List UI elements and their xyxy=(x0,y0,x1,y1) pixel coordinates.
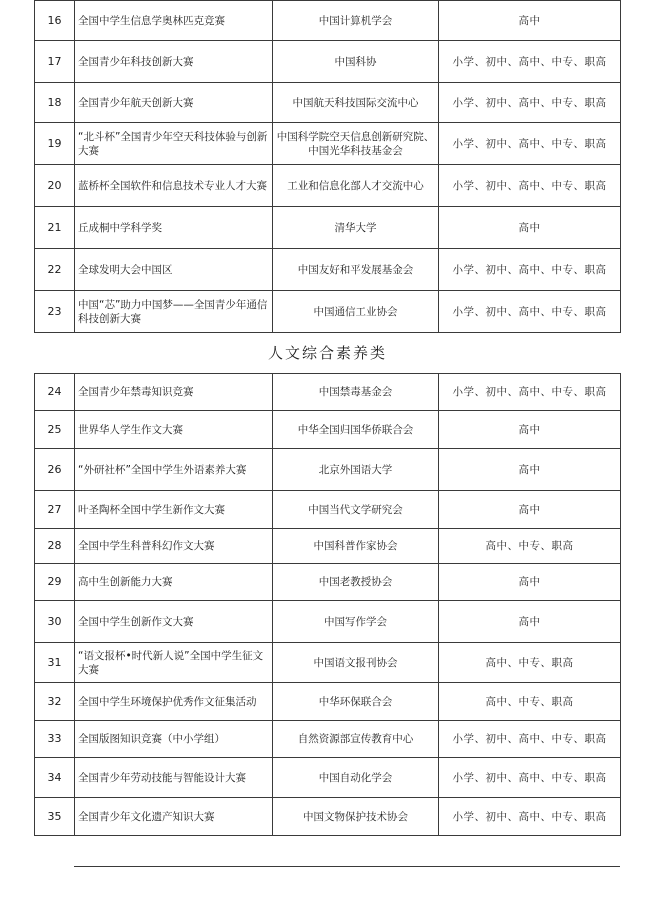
row-number: 19 xyxy=(35,123,75,165)
organizer-name: 清华大学 xyxy=(273,207,439,249)
eligible-levels: 小学、初中、高中、中专、职高 xyxy=(439,798,621,836)
table-row xyxy=(35,449,621,491)
competition-name: “外研社杯”全国中学生外语素养大赛 xyxy=(75,449,273,491)
organizer-name: 中华环保联合会 xyxy=(273,683,439,721)
row-number: 22 xyxy=(35,249,75,291)
row-number: 18 xyxy=(35,83,75,123)
organizer-name: 中国老教授协会 xyxy=(273,564,439,601)
eligible-levels: 高中 xyxy=(439,491,621,529)
competition-name: 全国青少年航天创新大赛 xyxy=(75,83,273,123)
eligible-levels: 高中、中专、职高 xyxy=(439,529,621,564)
eligible-levels: 小学、初中、高中、中专、职高 xyxy=(439,123,621,165)
competition-table xyxy=(34,0,621,836)
competition-name: 全国青少年科技创新大赛 xyxy=(75,41,273,83)
table-row xyxy=(35,564,621,601)
organizer-name: 中国通信工业协会 xyxy=(273,291,439,333)
section-header-group xyxy=(35,333,621,374)
competition-name: 全国中学生信息学奥林匹克竞赛 xyxy=(75,1,273,41)
competition-name: 高中生创新能力大赛 xyxy=(75,564,273,601)
eligible-levels: 高中 xyxy=(439,564,621,601)
eligible-levels: 高中 xyxy=(439,449,621,491)
organizer-name: 自然资源部宣传教育中心 xyxy=(273,721,439,758)
row-number: 23 xyxy=(35,291,75,333)
competition-name: 全国中学生环境保护优秀作文征集活动 xyxy=(75,683,273,721)
section-header-row xyxy=(35,333,621,374)
row-number: 32 xyxy=(35,683,75,721)
eligible-levels: 小学、初中、高中、中专、职高 xyxy=(439,83,621,123)
table-row xyxy=(35,721,621,758)
row-number: 27 xyxy=(35,491,75,529)
eligible-levels: 高中、中专、职高 xyxy=(439,643,621,683)
table-row xyxy=(35,165,621,207)
row-number: 17 xyxy=(35,41,75,83)
row-number: 34 xyxy=(35,758,75,798)
organizer-name: 北京外国语大学 xyxy=(273,449,439,491)
row-number: 29 xyxy=(35,564,75,601)
eligible-levels: 小学、初中、高中、中专、职高 xyxy=(439,721,621,758)
competition-name: 丘成桐中学科学奖 xyxy=(75,207,273,249)
table-row xyxy=(35,798,621,836)
competition-name: 全国版图知识竞赛（中小学组） xyxy=(75,721,273,758)
table-row xyxy=(35,1,621,41)
organizer-name: 中华全国归国华侨联合会 xyxy=(273,411,439,449)
table-row xyxy=(35,601,621,643)
row-number: 30 xyxy=(35,601,75,643)
row-number: 16 xyxy=(35,1,75,41)
eligible-levels: 高中 xyxy=(439,601,621,643)
table-row xyxy=(35,374,621,411)
eligible-levels: 小学、初中、高中、中专、职高 xyxy=(439,249,621,291)
competition-name: 全国中学生科普科幻作文大赛 xyxy=(75,529,273,564)
row-number: 35 xyxy=(35,798,75,836)
competition-name: “北斗杯”全国青少年空天科技体验与创新大赛 xyxy=(75,123,273,165)
organizer-name: 中国自动化学会 xyxy=(273,758,439,798)
table-row xyxy=(35,683,621,721)
organizer-name: 中国航天科技国际交流中心 xyxy=(273,83,439,123)
table-body-humanities xyxy=(35,374,621,836)
competition-name: 全球发明大会中国区 xyxy=(75,249,273,291)
table-row xyxy=(35,758,621,798)
row-number: 26 xyxy=(35,449,75,491)
eligible-levels: 高中 xyxy=(439,207,621,249)
competition-name: 全国青少年文化遗产知识大赛 xyxy=(75,798,273,836)
row-number: 28 xyxy=(35,529,75,564)
organizer-name: 中国科学院空天信息创新研究院、中国光华科技基金会 xyxy=(273,123,439,165)
eligible-levels: 小学、初中、高中、中专、职高 xyxy=(439,291,621,333)
competition-name: 全国中学生创新作文大赛 xyxy=(75,601,273,643)
competition-name: “语文报杯•时代新人说”全国中学生征文大赛 xyxy=(75,643,273,683)
table-row xyxy=(35,207,621,249)
eligible-levels: 小学、初中、高中、中专、职高 xyxy=(439,41,621,83)
competition-table-sheet xyxy=(34,0,620,836)
eligible-levels: 小学、初中、高中、中专、职高 xyxy=(439,758,621,798)
row-number: 21 xyxy=(35,207,75,249)
table-row xyxy=(35,529,621,564)
row-number: 31 xyxy=(35,643,75,683)
table-row xyxy=(35,643,621,683)
organizer-name: 中国计算机学会 xyxy=(273,1,439,41)
table-row xyxy=(35,83,621,123)
table-row xyxy=(35,491,621,529)
eligible-levels: 高中 xyxy=(439,411,621,449)
row-number: 33 xyxy=(35,721,75,758)
table-body-science xyxy=(35,1,621,333)
organizer-name: 中国语文报刊协会 xyxy=(273,643,439,683)
row-number: 20 xyxy=(35,165,75,207)
organizer-name: 中国科普作家协会 xyxy=(273,529,439,564)
eligible-levels: 小学、初中、高中、中专、职高 xyxy=(439,165,621,207)
table-row xyxy=(35,249,621,291)
row-number: 24 xyxy=(35,374,75,411)
organizer-name: 中国当代文学研究会 xyxy=(273,491,439,529)
eligible-levels: 小学、初中、高中、中专、职高 xyxy=(439,374,621,411)
competition-name: 世界华人学生作文大赛 xyxy=(75,411,273,449)
organizer-name: 中国文物保护技术协会 xyxy=(273,798,439,836)
organizer-name: 中国禁毒基金会 xyxy=(273,374,439,411)
eligible-levels: 高中 xyxy=(439,1,621,41)
competition-name: 蓝桥杯全国软件和信息技术专业人才大赛 xyxy=(75,165,273,207)
organizer-name: 中国科协 xyxy=(273,41,439,83)
competition-name: 中国“芯”助力中国梦——全国青少年通信科技创新大赛 xyxy=(75,291,273,333)
row-number: 25 xyxy=(35,411,75,449)
organizer-name: 中国写作学会 xyxy=(273,601,439,643)
section-title: 人文综合素养类 xyxy=(35,333,621,374)
competition-name: 全国青少年禁毒知识竞赛 xyxy=(75,374,273,411)
eligible-levels: 高中、中专、职高 xyxy=(439,683,621,721)
table-row xyxy=(35,411,621,449)
bottom-rule xyxy=(74,866,620,867)
organizer-name: 中国友好和平发展基金会 xyxy=(273,249,439,291)
table-row xyxy=(35,41,621,83)
organizer-name: 工业和信息化部人才交流中心 xyxy=(273,165,439,207)
competition-name: 全国青少年劳动技能与智能设计大赛 xyxy=(75,758,273,798)
table-row xyxy=(35,123,621,165)
table-row xyxy=(35,291,621,333)
competition-name: 叶圣陶杯全国中学生新作文大赛 xyxy=(75,491,273,529)
